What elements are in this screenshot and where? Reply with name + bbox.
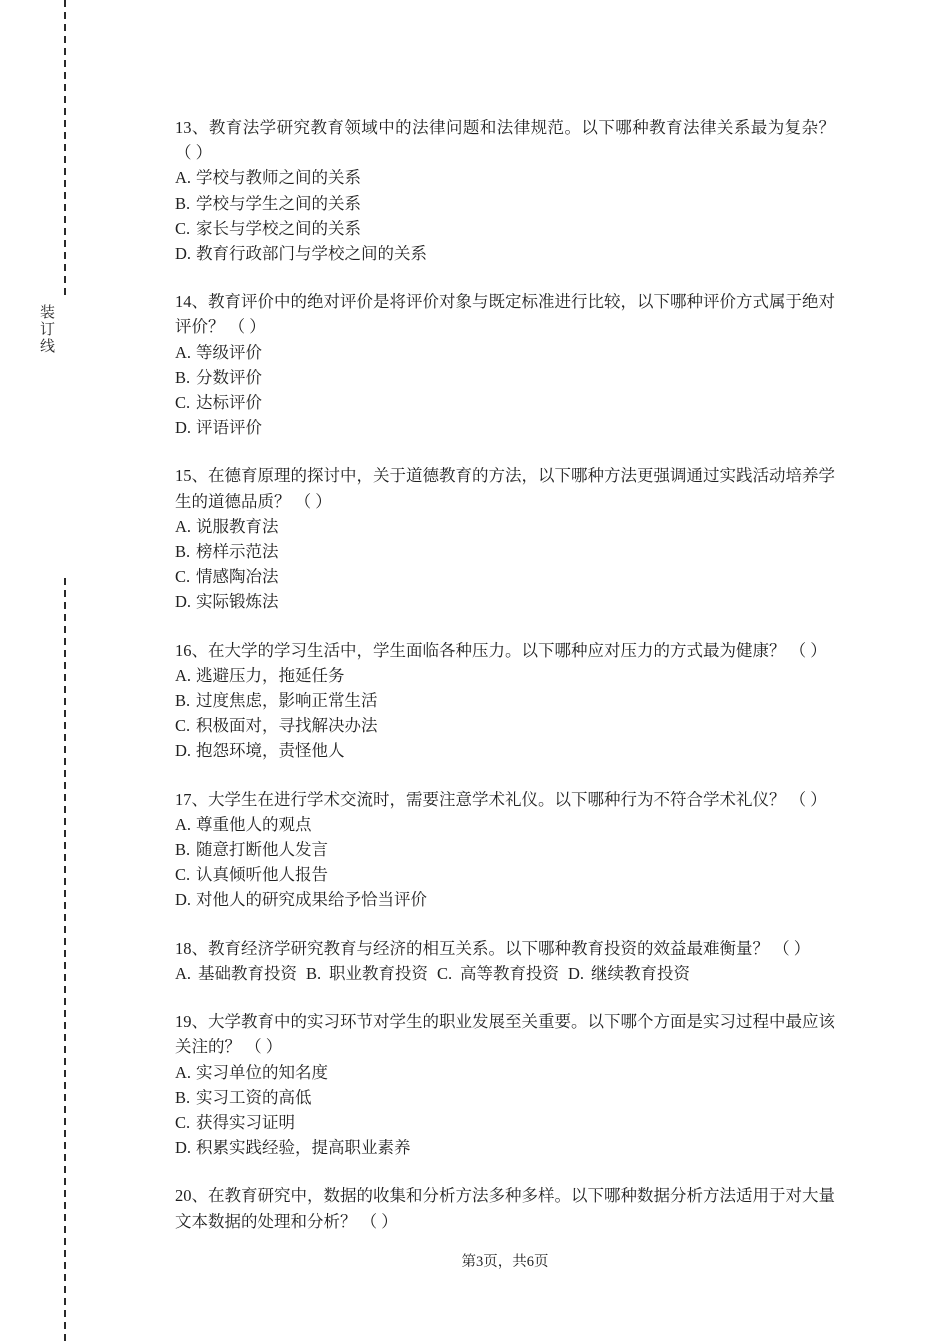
option-text: 逃避压力，拖延任务 [196, 665, 345, 685]
option-label: C. [175, 865, 191, 885]
option-label: B. [306, 963, 322, 983]
question-stem-text: 教育评价中的绝对评价是将评价对象与既定标准进行比较，以下哪种评价方式属于绝对评价？ （ ） [175, 292, 835, 337]
option-text: 榜样示范法 [196, 542, 279, 562]
option-row [175, 738, 835, 763]
option-label: C. [437, 963, 453, 983]
option-text: 积累实践经验，提高职业素养 [196, 1138, 411, 1158]
page-number-footer: 第3页，共6页 [461, 1254, 549, 1270]
option-row [175, 663, 835, 688]
option-row [175, 241, 835, 266]
option-label: A. [175, 665, 192, 685]
option-row [175, 165, 835, 190]
question-number: 13、 [175, 118, 209, 137]
option-label: B. [175, 542, 191, 562]
question-17 [175, 787, 835, 913]
question-13 [175, 115, 835, 266]
option-label: B. [175, 840, 191, 860]
questions-area [175, 115, 835, 1257]
option-row [175, 1110, 835, 1135]
option-text: 基础教育投资 [198, 963, 297, 983]
option-inline [568, 961, 690, 986]
question-stem [175, 787, 835, 812]
option-text: 抱怨环境，责怪他人 [196, 741, 345, 761]
question-stem [175, 289, 835, 339]
question-number: 20、 [175, 1186, 208, 1206]
question-15 [175, 463, 835, 614]
option-row [175, 340, 835, 365]
option-text: 认真倾听他人报告 [196, 865, 328, 885]
option-text: 对他人的研究成果给予恰当评价 [196, 890, 427, 910]
option-label: C. [175, 1112, 191, 1132]
binding-line-label: 装订线 [38, 304, 54, 355]
option-text: 获得实习证明 [196, 1112, 295, 1132]
option-row [175, 1085, 835, 1110]
option-label: D. [175, 890, 192, 910]
option-text: 学校与学生之间的关系 [196, 193, 361, 213]
option-text: 学校与教师之间的关系 [196, 168, 361, 188]
question-20 [175, 1183, 835, 1233]
question-stem-text: 大学教育中的实习环节对学生的职业发展至关重要。以下哪个方面是实习过程中最应该关注的？ （ ） [175, 1012, 835, 1057]
option-label: B. [175, 691, 191, 711]
option-row [175, 713, 835, 738]
binding-dashed-line-top [64, 0, 66, 296]
option-text: 继续教育投资 [591, 963, 690, 983]
option-label: C. [175, 393, 191, 413]
question-stem [175, 1183, 835, 1233]
option-label: C. [175, 218, 191, 238]
option-text: 实习单位的知名度 [196, 1062, 328, 1082]
option-row [175, 365, 835, 390]
option-row [175, 887, 835, 912]
option-text: 分数评价 [196, 367, 262, 387]
option-row [175, 514, 835, 539]
option-row [175, 812, 835, 837]
option-inline [306, 961, 428, 986]
question-stem-text: 教育经济学研究教育与经济的相互关系。以下哪种教育投资的效益最难衡量？ （ ） [208, 938, 811, 958]
question-stem-text: 教育法学研究教育领域中的法律问题和法律规范。以下哪种教育法律关系最为复杂？ （ ） [175, 118, 836, 163]
question-stem [175, 936, 835, 961]
option-label: A. [175, 1062, 192, 1082]
question-number: 16、 [175, 640, 208, 660]
option-row [175, 564, 835, 589]
option-row [175, 390, 835, 415]
question-stem [175, 638, 835, 663]
option-label: D. [175, 1138, 192, 1158]
question-18 [175, 936, 835, 986]
option-text: 尊重他人的观点 [196, 814, 312, 834]
option-label: C. [175, 567, 191, 587]
question-stem-text: 在教育研究中，数据的收集和分析方法多种多样。以下哪种数据分析方法适用于对大量文本数据的处理和分析？ （ ） [175, 1186, 835, 1231]
option-label: B. [175, 193, 191, 213]
option-label: B. [175, 1087, 191, 1107]
option-text: 情感陶冶法 [196, 567, 279, 587]
option-label: D. [175, 592, 192, 612]
option-row [175, 1060, 835, 1085]
question-stem [175, 1009, 835, 1059]
option-text: 高等教育投资 [460, 963, 559, 983]
option-text: 评语评价 [196, 418, 262, 438]
question-stem-text: 大学生在进行学术交流时，需要注意学术礼仪。以下哪种行为不符合学术礼仪？ （ ） [208, 789, 827, 809]
option-label: A. [175, 963, 192, 983]
option-row [175, 1135, 835, 1160]
question-14 [175, 289, 835, 440]
question-number: 17、 [175, 789, 208, 809]
option-text: 等级评价 [196, 342, 262, 362]
option-label: A. [175, 516, 192, 536]
option-label: D. [568, 963, 585, 983]
question-19 [175, 1009, 835, 1160]
option-row [175, 539, 835, 564]
option-label: A. [175, 814, 192, 834]
option-row [175, 216, 835, 241]
question-stem-text: 在德育原理的探讨中，关于道德教育的方法，以下哪种方法更强调通过实践活动培养学生的道德品质？ （ ） [175, 466, 835, 511]
option-text: 说服教育法 [196, 516, 279, 536]
question-stem-text: 在大学的学习生活中，学生面临各种压力。以下哪种应对压力的方式最为健康？ （ ） [208, 640, 827, 660]
option-text: 随意打断他人发言 [196, 840, 328, 860]
option-text: 职业教育投资 [329, 963, 428, 983]
options-inline-row [175, 961, 835, 986]
option-label: A. [175, 168, 192, 188]
option-label: D. [175, 244, 192, 264]
option-inline [175, 961, 297, 986]
option-label: A. [175, 342, 192, 362]
question-number: 18、 [175, 938, 208, 958]
question-number: 19、 [175, 1012, 208, 1032]
option-text: 家长与学校之间的关系 [196, 218, 361, 238]
option-row [175, 688, 835, 713]
option-text: 过度焦虑，影响正常生活 [196, 691, 378, 711]
option-text: 达标评价 [196, 393, 262, 413]
question-stem [175, 463, 835, 513]
option-label: D. [175, 418, 192, 438]
option-label: C. [175, 716, 191, 736]
option-row [175, 415, 835, 440]
question-16 [175, 638, 835, 764]
option-inline [437, 961, 559, 986]
question-number: 15、 [175, 466, 208, 486]
option-label: D. [175, 741, 192, 761]
question-stem [175, 115, 835, 165]
question-number: 14、 [175, 292, 208, 312]
option-row [175, 191, 835, 216]
option-label: B. [175, 367, 191, 387]
option-text: 教育行政部门与学校之间的关系 [196, 244, 427, 264]
option-text: 实习工资的高低 [196, 1087, 312, 1107]
option-row [175, 589, 835, 614]
option-row [175, 862, 835, 887]
binding-dashed-line-bottom [64, 578, 66, 1344]
option-row [175, 837, 835, 862]
option-text: 实际锻炼法 [196, 592, 279, 612]
option-text: 积极面对，寻找解决办法 [196, 716, 378, 736]
